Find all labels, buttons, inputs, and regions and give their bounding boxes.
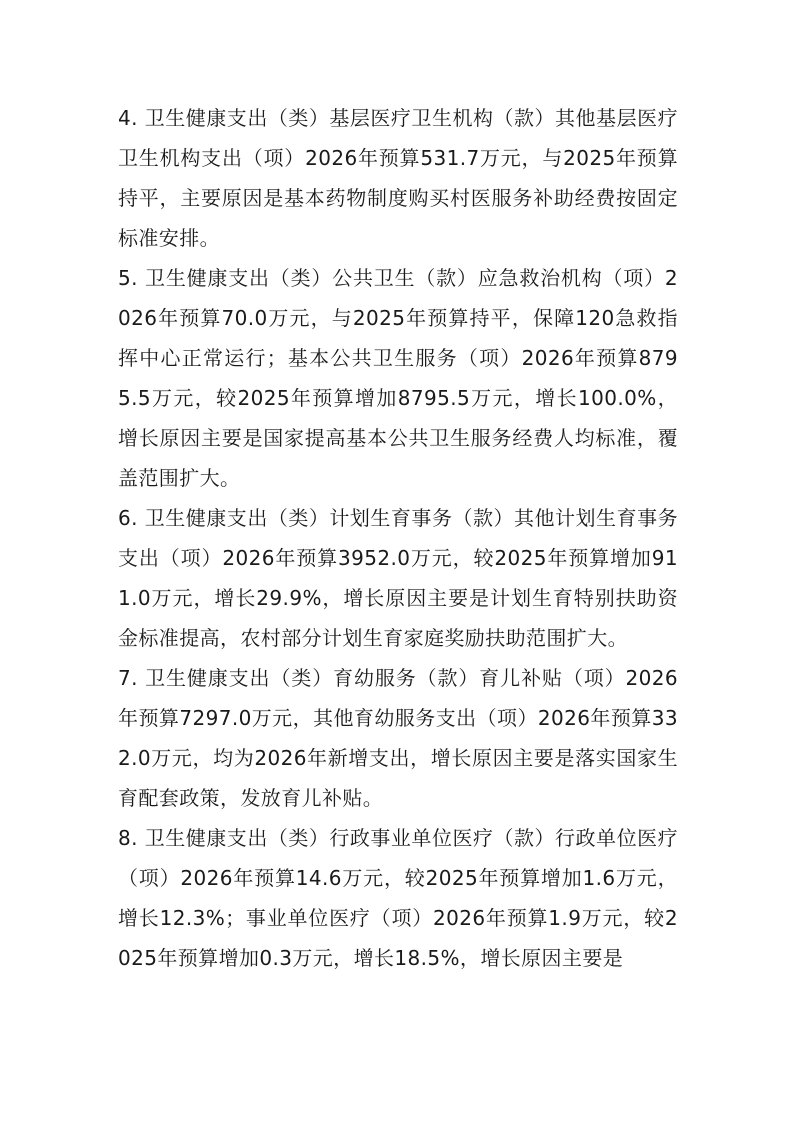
paragraph-item-4: 4. 卫生健康支出（类）基层医疗卫生机构（款）其他基层医疗卫生机构支出（项）2026年预算531.7万元，与2025年预算持平，主要原因是基本药物制度购买村医服务补助经费按固定标准安排。 [118,106,678,250]
paragraph-item-6: 6. 卫生健康支出（类）计划生育事务（款）其他计划生育事务支出（项）2026年预算3952.0万元，较2025年预算增加911.0万元，增长29.9%，增长原因主要是计划生育特别扶助资金标准提高，农村部分计划生育家庭奖励扶助范围扩大。 [118,506,678,650]
paragraph-item-5: 5. 卫生健康支出（类）公共卫生（款）应急救治机构（项）2026年预算70.0万元，与2025年预算持平，保障120急救指挥中心正常运行；基本公共卫生服务（项）2026年预算8795.5万元，较2025年预算增加8795.5万元，增长100.0%，增长原因主要是国家提高基本公共卫生服务经费人均标准，覆盖范围扩大。 [118,266,678,490]
paragraph-item-8: 8. 卫生健康支出（类）行政事业单位医疗（款）行政单位医疗（项）2026年预算14.6万元，较2025年预算增加1.6万元，增长12.3%；事业单位医疗（项）2026年预算1.9万元，较2025年预算增加0.3万元，增长18.5%，增长原因主要是 [118,826,678,970]
document-body [118,98,678,978]
paragraph-item-7: 7. 卫生健康支出（类）育幼服务（款）育儿补贴（项）2026年预算7297.0万元，其他育幼服务支出（项）2026年预算332.0万元，均为2026年新增支出，增长原因主要是落实国家生育配套政策，发放育儿补贴。 [118,666,678,810]
